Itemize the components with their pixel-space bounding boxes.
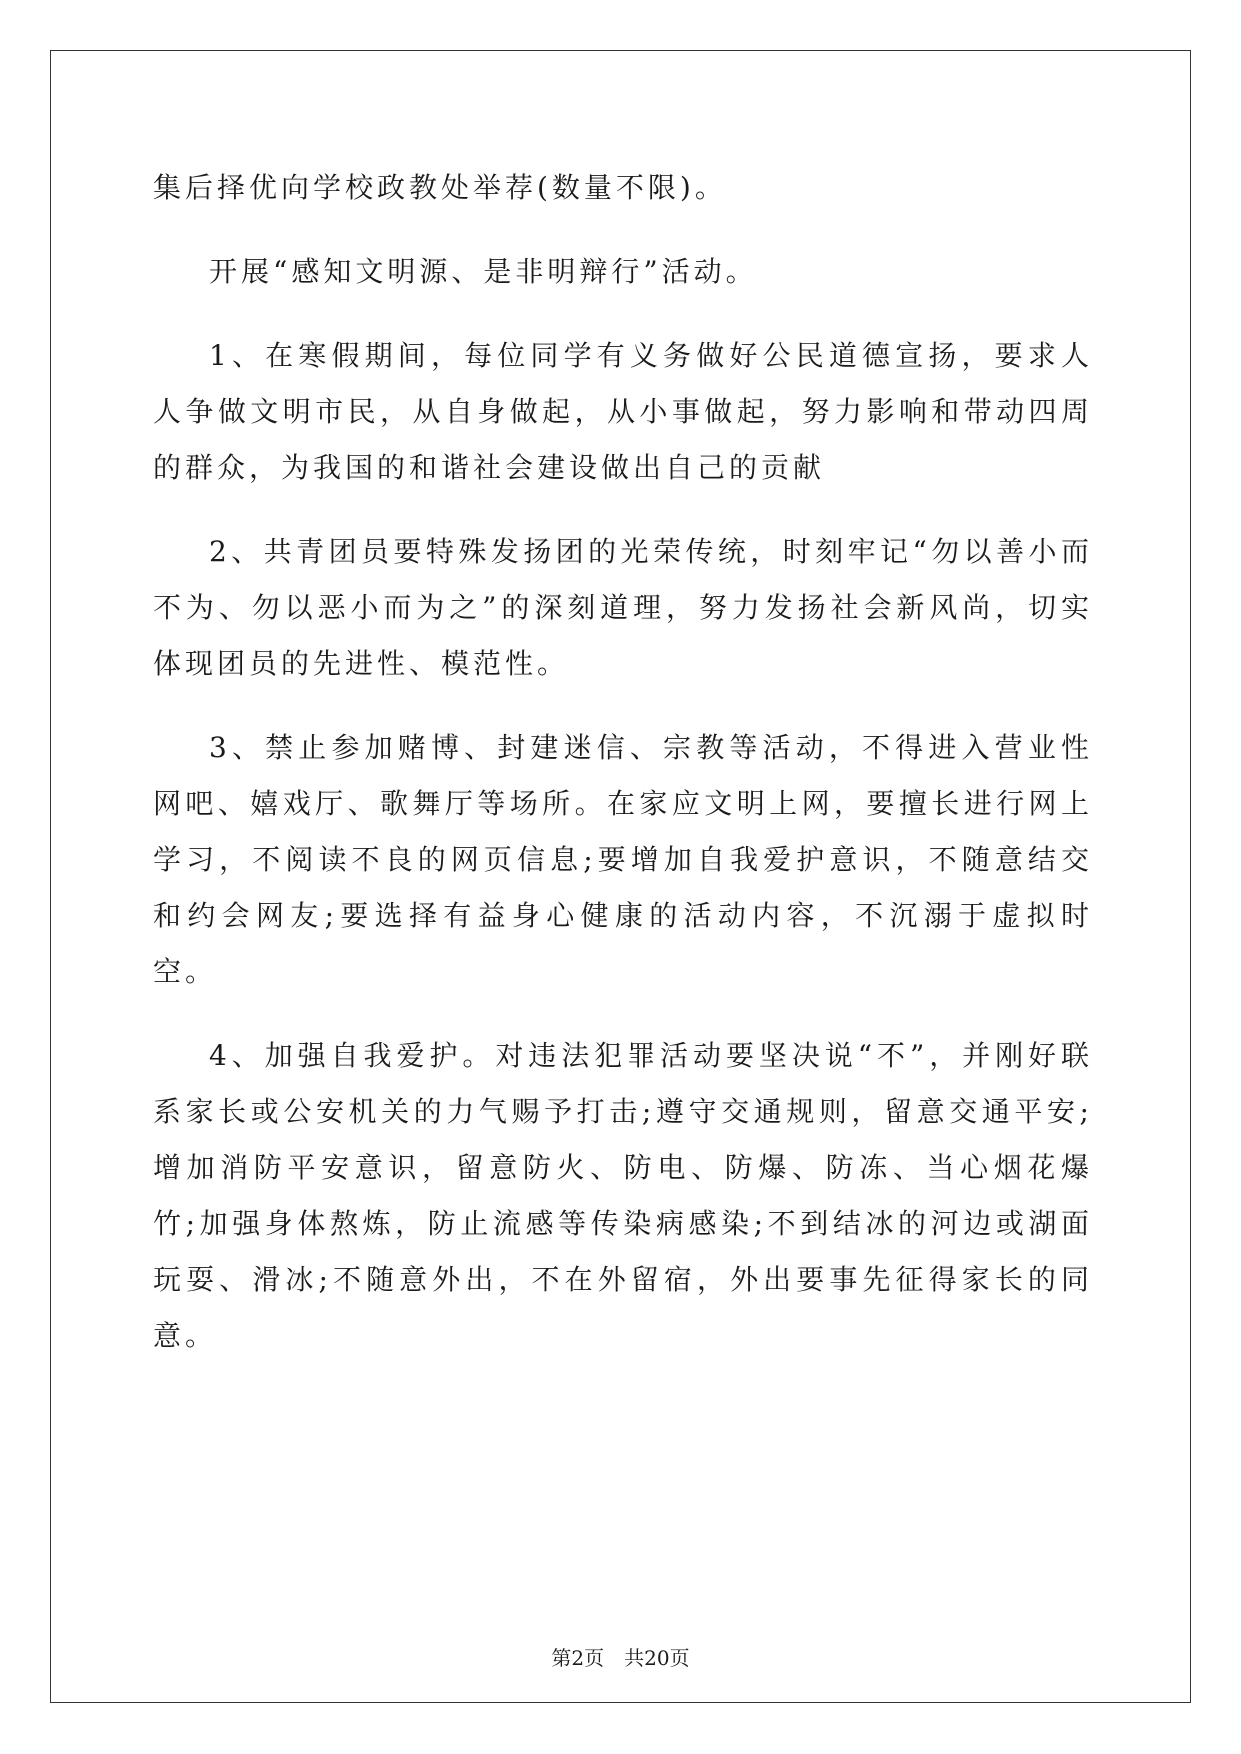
paragraph-item-4: 4、加强自我爱护。对违法犯罪活动要坚决说“不”，并刚好联系家长或公安机关的力气赐予打击;遵守交通规则，留意交通平安;增加消防平安意识，留意防火、防电、防爆、防冻、当心烟花爆竹;加强身体熬炼，防止流感等传染病感染;不到结冰的河边或湖面玩耍、滑冰;不随意外出，不在外留宿，外出要事先征得家长的同意。: [153, 1039, 1093, 1352]
document-body: [153, 160, 1093, 1392]
paragraph-continued: 集后择优向学校政教处举荐(数量不限)。: [153, 171, 727, 204]
paragraph-item-2: 2、共青团员要特殊发扬团的光荣传统，时刻牢记“勿以善小而不为、勿以恶小而为之”的深刻道理，努力发扬社会新风尚，切实体现团员的先进性、模范性。: [153, 535, 1093, 680]
paragraph-item-1: 1、在寒假期间，每位同学有义务做好公民道德宣扬，要求人人争做文明市民，从自身做起，从小事做起，努力影响和带动四周的群众，为我国的和谐社会建设做出自己的贡献: [153, 339, 1093, 484]
paragraph-activity-heading: 开展“感知文明源、是非明辩行”活动。: [209, 255, 758, 288]
paragraph-item-3: 3、禁止参加赌博、封建迷信、宗教等活动，不得进入营业性网吧、嬉戏厅、歌舞厅等场所。在家应文明上网，要擅长进行网上学习，不阅读不良的网页信息;要增加自我爱护意识，不随意结交和约会网友;要选择有益身心健康的活动内容，不沉溺于虚拟时空。: [153, 731, 1093, 988]
page-total: 共20页: [624, 1646, 690, 1670]
page-number: 第2页: [551, 1646, 605, 1670]
page-footer: [0, 1642, 1241, 1671]
